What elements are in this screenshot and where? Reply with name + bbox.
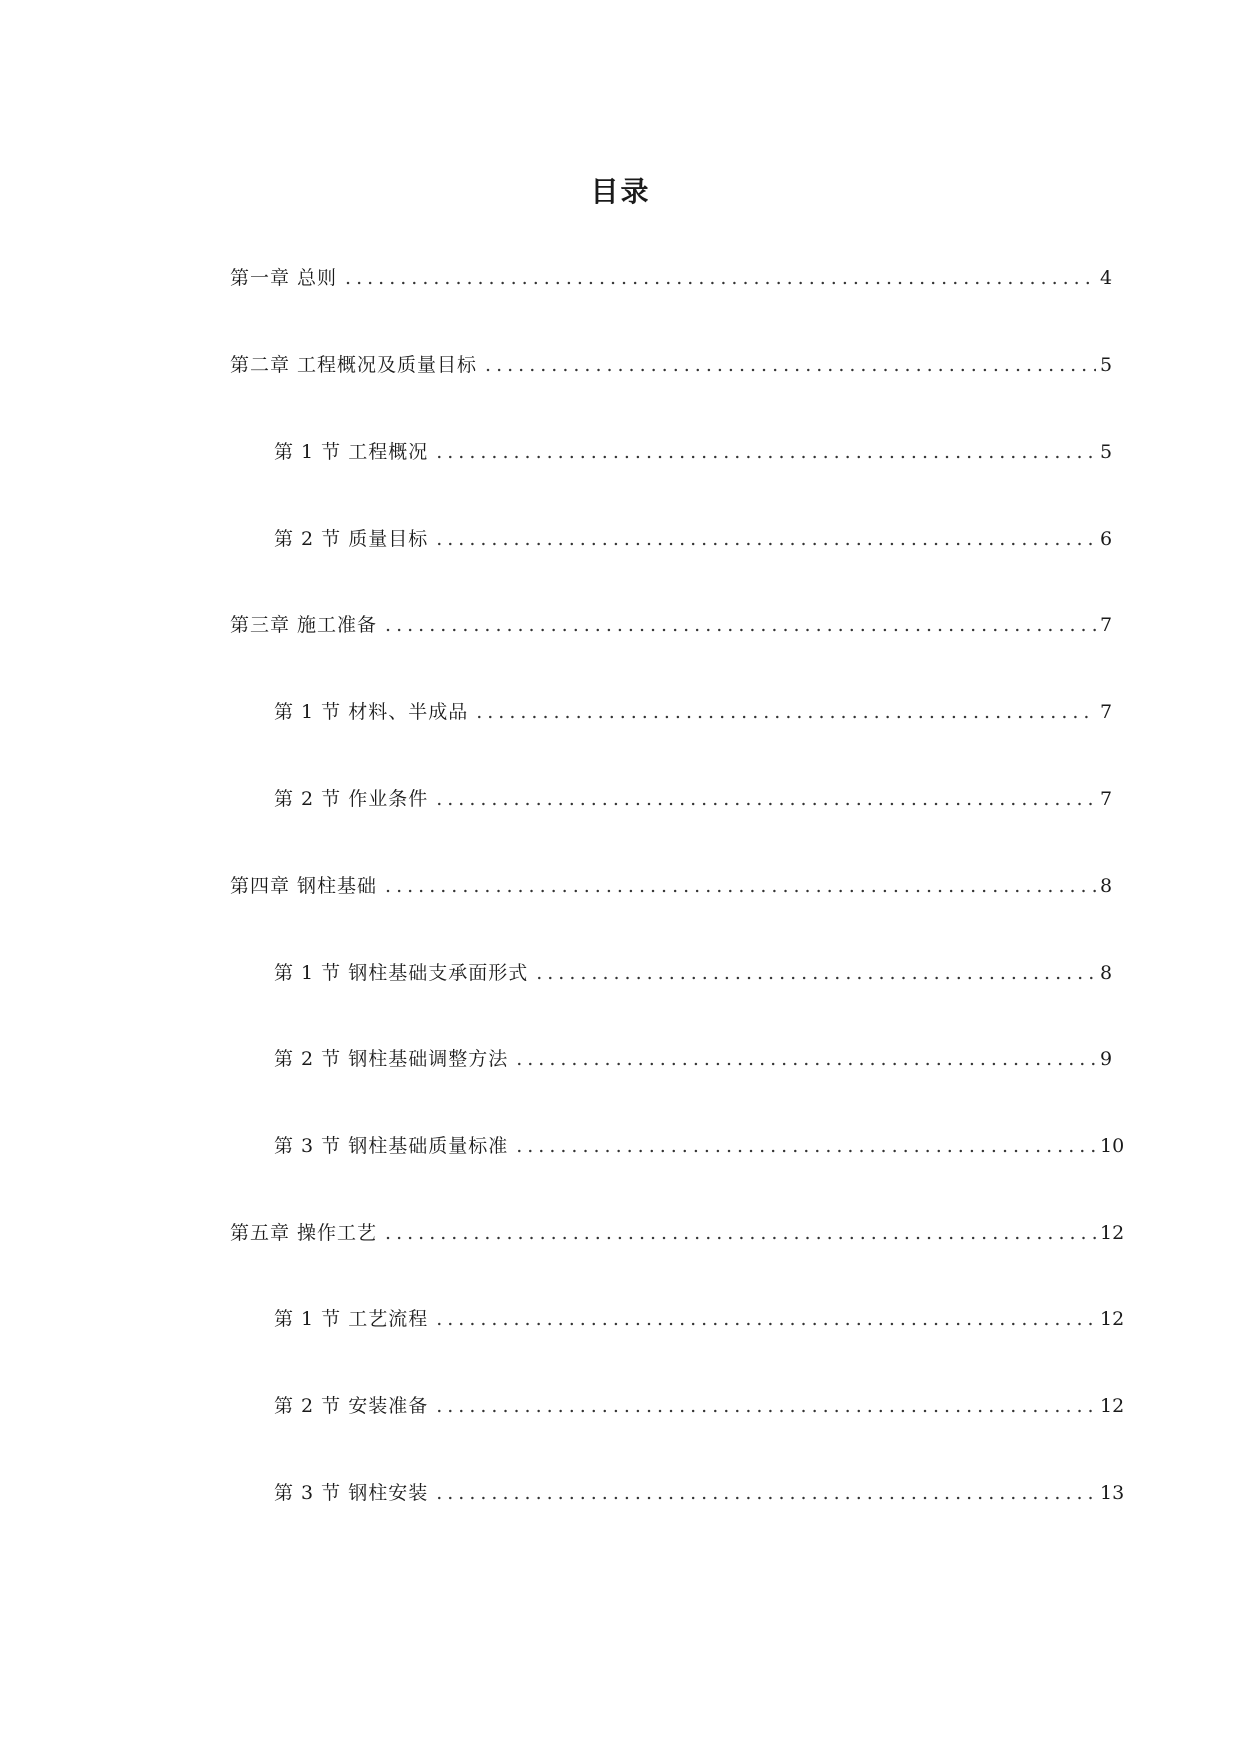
toc-entry-label: 第 1 节 工程概况 bbox=[274, 441, 429, 463]
dot-leader bbox=[476, 697, 1096, 727]
dot-leader bbox=[385, 610, 1096, 640]
dot-leader bbox=[385, 1218, 1096, 1248]
toc-entry-page: 7 bbox=[1100, 788, 1113, 810]
dot-leader bbox=[436, 1478, 1096, 1508]
toc-entry-page: 10 bbox=[1100, 1135, 1125, 1157]
toc-entry-label: 第 1 节 钢柱基础支承面形式 bbox=[274, 962, 529, 984]
toc-entry-chapter-4[interactable] bbox=[230, 871, 1113, 901]
toc-entry-page: 8 bbox=[1100, 875, 1113, 897]
toc-entry-chapter-5[interactable] bbox=[230, 1218, 1125, 1248]
dot-leader bbox=[345, 263, 1096, 293]
toc-title: 目录 bbox=[590, 175, 651, 208]
toc-entry-label: 第 2 节 安装准备 bbox=[274, 1395, 429, 1417]
toc-entry-section[interactable] bbox=[274, 1478, 1125, 1508]
toc-entry-chapter-3[interactable] bbox=[230, 610, 1113, 640]
toc-entry-section[interactable] bbox=[274, 1044, 1113, 1074]
dot-leader bbox=[536, 958, 1096, 988]
toc-entry-section[interactable] bbox=[274, 524, 1113, 554]
dot-leader bbox=[485, 350, 1096, 380]
dot-leader bbox=[436, 1304, 1096, 1334]
toc-entry-section[interactable] bbox=[274, 1131, 1125, 1161]
toc-entry-page: 6 bbox=[1100, 528, 1113, 550]
toc-entry-label: 第一章 总则 bbox=[230, 267, 338, 289]
toc-entry-label: 第 1 节 工艺流程 bbox=[274, 1308, 429, 1330]
toc-entry-chapter-2[interactable] bbox=[230, 350, 1113, 380]
toc-entry-page: 5 bbox=[1100, 354, 1113, 376]
toc-entry-section[interactable] bbox=[274, 958, 1113, 988]
toc-entry-label: 第二章 工程概况及质量目标 bbox=[230, 354, 478, 376]
dot-leader bbox=[516, 1044, 1096, 1074]
toc-entry-page: 7 bbox=[1100, 701, 1113, 723]
dot-leader bbox=[436, 524, 1096, 554]
toc-entry-section[interactable] bbox=[274, 1304, 1125, 1334]
toc-entry-label: 第 1 节 材料、半成品 bbox=[274, 701, 469, 723]
toc-entry-page: 8 bbox=[1100, 962, 1113, 984]
toc-entry-label: 第 3 节 钢柱安装 bbox=[274, 1482, 429, 1504]
toc-entry-section[interactable] bbox=[274, 697, 1113, 727]
toc-entry-page: 12 bbox=[1100, 1308, 1125, 1330]
toc-entry-section[interactable] bbox=[274, 437, 1113, 467]
dot-leader bbox=[436, 437, 1096, 467]
toc-entry-page: 12 bbox=[1100, 1222, 1125, 1244]
dot-leader bbox=[436, 784, 1096, 814]
toc-entry-section[interactable] bbox=[274, 1391, 1125, 1421]
toc-entry-page: 9 bbox=[1100, 1048, 1113, 1070]
toc-entry-page: 12 bbox=[1100, 1395, 1125, 1417]
toc-entry-label: 第 3 节 钢柱基础质量标准 bbox=[274, 1135, 509, 1157]
toc-entry-page: 4 bbox=[1100, 267, 1113, 289]
toc-entry-page: 5 bbox=[1100, 441, 1113, 463]
toc-entry-label: 第 2 节 作业条件 bbox=[274, 788, 429, 810]
toc-entry-page: 13 bbox=[1100, 1482, 1125, 1504]
toc-entry-label: 第四章 钢柱基础 bbox=[230, 875, 378, 897]
toc-entry-label: 第五章 操作工艺 bbox=[230, 1222, 378, 1244]
toc-entry-chapter-1[interactable] bbox=[230, 263, 1113, 293]
toc-entry-label: 第 2 节 质量目标 bbox=[274, 528, 429, 550]
toc-entry-label: 第三章 施工准备 bbox=[230, 614, 378, 636]
toc-entry-section[interactable] bbox=[274, 784, 1113, 814]
toc-entry-page: 7 bbox=[1100, 614, 1113, 636]
dot-leader bbox=[516, 1131, 1096, 1161]
dot-leader bbox=[385, 871, 1096, 901]
toc-entry-label: 第 2 节 钢柱基础调整方法 bbox=[274, 1048, 509, 1070]
dot-leader bbox=[436, 1391, 1096, 1421]
